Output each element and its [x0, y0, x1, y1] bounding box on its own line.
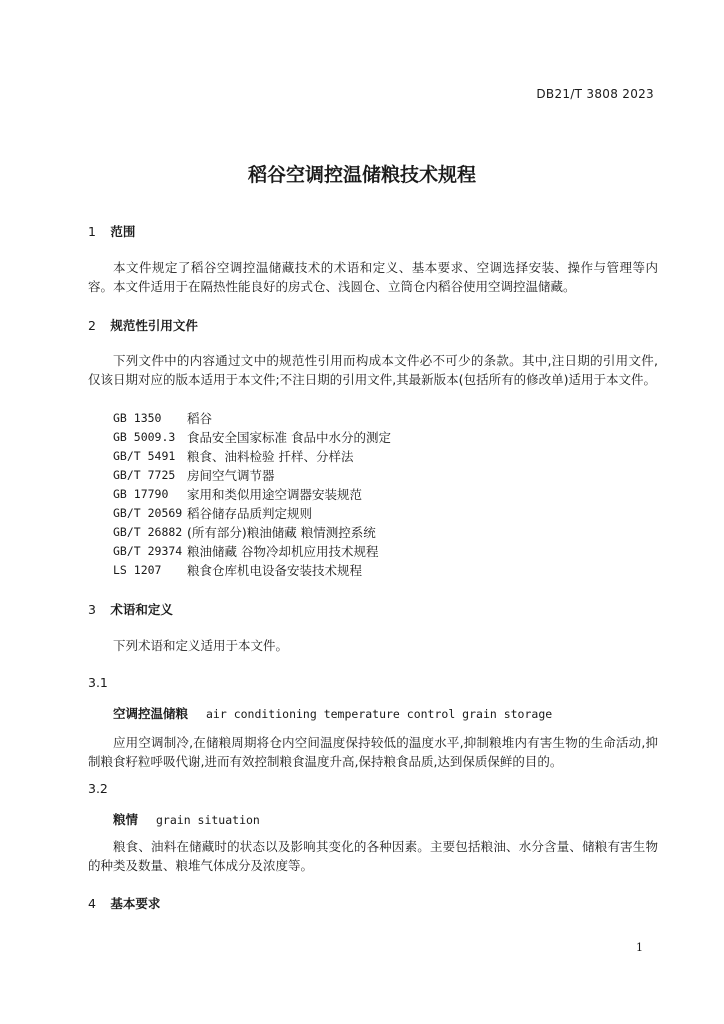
reference-item — [113, 484, 391, 503]
section-number: 3 — [88, 602, 96, 617]
reference-code: GB 5009.3 — [113, 429, 176, 444]
reference-item — [113, 427, 391, 446]
reference-code: GB/T 7725 — [113, 467, 176, 482]
reference-title: 家用和类似用途空调器安装规范 — [187, 486, 363, 502]
reference-code: GB 17790 — [113, 486, 169, 501]
reference-code: GB/T 29374 — [113, 543, 183, 558]
reference-item — [113, 446, 391, 465]
section-number: 4 — [88, 896, 96, 911]
term-chinese: 空调控温储粮 — [113, 706, 189, 721]
page-number: 1 — [636, 941, 643, 954]
scope-paragraph-1: 本文件规定了稻谷空调控温储藏技术的术语和定义、基本要求、空调选择安装、操作与管理等内容。 — [88, 260, 658, 294]
reference-code: GB/T 26882 — [113, 524, 183, 539]
reference-list — [113, 408, 391, 579]
term-definition: 应用空调制冷,在储粮周期将仓内空间温度保持较低的温度水平,抑制粮堆内有害生物的生命活动,抑制粮食籽粒呼吸代谢,进而有效控制粮食温度升高,保持粮食品质,达到保质保鲜的目的。 — [88, 735, 658, 769]
reference-title: 稻谷 — [187, 410, 213, 426]
section-heading-normative-references — [88, 316, 198, 334]
reference-item — [113, 408, 391, 427]
reference-title: 粮食、油料检验 扦样、分样法 — [187, 448, 354, 464]
reference-item — [113, 465, 391, 484]
reference-item — [113, 522, 391, 541]
terms-intro-paragraph: 下列术语和定义适用于本文件。 — [113, 638, 289, 653]
term-chinese: 粮情 — [113, 812, 139, 827]
section-number: 2 — [88, 318, 96, 333]
term-definition: 粮食、油料在储藏时的状态以及影响其变化的各种因素。主要包括粮油、水分含量、储粮有害生物的种类及数量、粮堆气体成分及浓度等。 — [88, 839, 658, 873]
reference-code: GB 1350 — [113, 410, 162, 425]
reference-code: LS 1207 — [113, 562, 162, 577]
reference-item — [113, 503, 391, 522]
reference-title: 食品安全国家标准 食品中水分的测定 — [187, 429, 391, 445]
term-heading — [113, 704, 552, 722]
reference-item — [113, 560, 391, 579]
scope-paragraph-2: 本文件适用于在隔热性能良好的房式仓、浅圆仓、立筒仓内稻谷使用空调控温储藏。 — [113, 279, 576, 294]
reference-title: 房间空气调节器 — [187, 467, 275, 483]
section-title: 规范性引用文件 — [110, 318, 198, 333]
document-title: 稻谷空调控温储粮技术规程 — [247, 164, 476, 186]
section-title: 范围 — [110, 224, 136, 239]
section-title: 术语和定义 — [110, 602, 173, 617]
reference-title: 粮油储藏 谷物冷却机应用技术规程 — [187, 543, 379, 559]
term-heading — [113, 810, 260, 828]
section-heading-basic-requirements — [88, 894, 160, 912]
reference-title: 稻谷储存品质判定规则 — [187, 505, 313, 521]
section-number: 1 — [88, 224, 96, 239]
reference-title: 粮食仓库机电设备安装技术规程 — [187, 562, 363, 578]
reference-title: (所有部分)粮油储藏 粮情测控系统 — [187, 524, 376, 540]
term-number: 3.2 — [88, 781, 108, 796]
document-code: DB21/T 3808 2023 — [536, 87, 654, 101]
term-english: grain situation — [156, 813, 260, 827]
term-number: 3.1 — [88, 675, 108, 690]
reference-code: GB/T 20569 — [113, 505, 183, 520]
term-english: air conditioning temperature control grain storage — [206, 707, 553, 721]
reference-code: GB/T 5491 — [113, 448, 176, 463]
references-intro-paragraph: 下列文件中的内容通过文中的规范性引用而构成本文件必不可少的条款。其中,注日期的引用文件,仅该日期对应的版本适用于本文件;不注日期的引用文件,其最新版本(包括所有的修改单)适用于本文件。 — [88, 353, 658, 387]
section-title: 基本要求 — [110, 896, 161, 911]
reference-item — [113, 541, 391, 560]
section-heading-scope — [88, 222, 135, 240]
section-heading-terms-and-definitions — [88, 600, 173, 618]
